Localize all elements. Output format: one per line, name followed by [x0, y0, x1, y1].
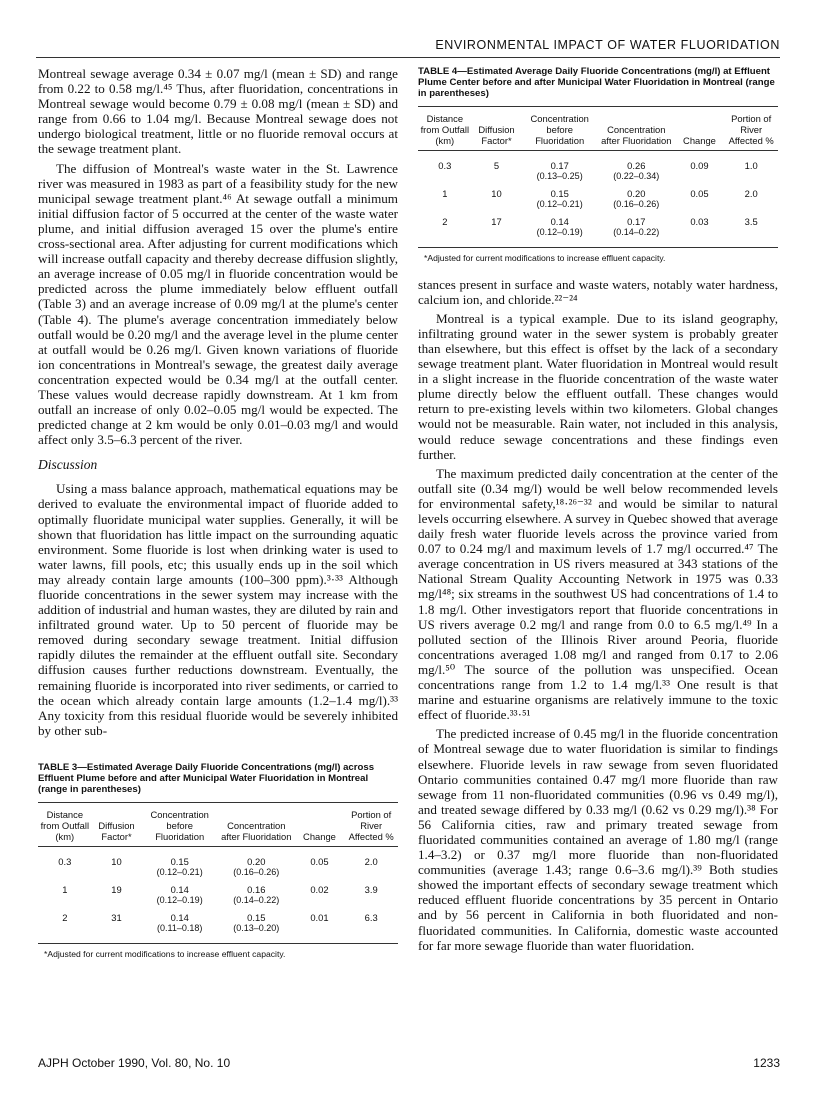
table-cell	[598, 184, 675, 212]
section-heading-discussion: Discussion	[38, 457, 98, 473]
cell-value: 0.15	[170, 855, 189, 867]
table-row	[38, 880, 398, 908]
table-cell: 3.9	[364, 883, 378, 895]
cell-range: (0.12–0.21)	[156, 866, 203, 877]
right-column-text	[418, 277, 778, 953]
cell-range: (0.14–0.22)	[233, 894, 280, 905]
table-cell	[521, 184, 598, 212]
cell-value: 0.20	[247, 855, 266, 867]
right-column	[418, 66, 778, 953]
table-4-grid	[418, 106, 778, 248]
table-cell: 2.0	[744, 187, 758, 199]
table-cell: 0.01	[295, 908, 345, 944]
cell-value: 0.15	[550, 187, 569, 199]
table-cell	[218, 880, 295, 908]
table-row	[38, 908, 398, 944]
cell-range: (0.13–0.20)	[233, 922, 280, 933]
table-row	[418, 184, 778, 212]
cell-range: (0.14–0.22)	[613, 226, 660, 237]
table-cell: 2	[38, 908, 92, 944]
table-cell: 1	[442, 187, 448, 199]
table-header: Concentration after Fluoridation	[598, 106, 675, 150]
table-cell: 3.5	[724, 212, 778, 248]
header-rule	[36, 57, 780, 58]
cell-range: (0.16–0.26)	[613, 198, 660, 209]
table-header: Concentration after Fluoridation	[218, 802, 295, 846]
table-cell	[141, 880, 218, 908]
table-3-grid	[38, 802, 398, 944]
table-cell: 0.02	[310, 883, 329, 895]
table-cell: 5	[493, 159, 500, 171]
table-header: Distance from Outfall (km)	[418, 106, 472, 150]
table-cell: 1	[62, 883, 68, 895]
table-header: Change	[675, 106, 725, 150]
paragraph: The diffusion of Montreal's waste water in the St. Lawrence river was measured in 1983 as part of a feasibility study for the new municipal sewage treatment plant.⁴⁶ At sewage outfall a minimum initial diffusion factor of 5 occurred at the center of the waste water plume, and initial diffusion averaged 15 over the plume's entire cross-sectional area. After adjusting for current modifications which will increase outfall capacity and thereby decrease diffusion slightly, an average increase of 0.05 mg/l in fluoride concentration would be predicted across the plume immediately below effluent outfall (Table 3) and an average increase of 0.09 mg/l at the plume's center (Table 4). The plume's average concentration immediately below outfall would be 0.20 mg/l and the average level in the plume center at outfall would be 0.26 mg/l. Given known variations of fluoride ion concentrations in Montreal's sewage, the greatest daily average concentration expected would be 0.34 mg/l at the outfall center. These values would decrease rapidly downstream. At 1 km from outfall an increase of only 0.02–0.05 mg/l would be expected. The predicted change at 2 km would be only 0.01–0.03 mg/l and would affect only 3.5–6.3 percent of the river.	[38, 160, 398, 448]
table-row	[38, 846, 398, 880]
table-cell: 0.09	[690, 159, 709, 171]
journal-citation: AJPH October 1990, Vol. 80, No. 10	[38, 1056, 231, 1070]
table-4-label: TABLE 4—	[418, 66, 467, 77]
paragraph: Montreal sewage average 0.34 ± 0.07 mg/l (mean ± SD) and range from 0.22 to 0.58 mg/l.⁴⁵ Thus, after fluoridation, concentrations in Montreal sewage would become 0.79 ± 0.08 mg/l (mean ± SD) and range from 0.66 to 1.04 mg/l. Because Montreal sewage does not undergo biological treatment, little or no fluoride removal occurs at the sewage treatment plant.	[38, 66, 398, 157]
table-cell: 2	[418, 212, 472, 248]
cell-value: 0.14	[170, 911, 189, 923]
table-header: Diffusion Factor*	[92, 802, 142, 846]
table-3-caption	[38, 762, 398, 796]
page-number: 1233	[753, 1056, 780, 1070]
table-cell: 1.0	[744, 159, 758, 171]
cell-range: (0.12–0.21)	[536, 198, 583, 209]
paragraph: The predicted increase of 0.45 mg/l in the fluoride concentration of Montreal sewage due to water fluoridation is similar to findings elsewhere. Fluoride levels in raw sewage from seven fluoridated Ontario communities contained 0.47 mg/l more fluoride than raw sewage from 11 non-fluoridated communities (0.96 vs 0.49 mg/l), and treated sewage differed by 0.33 mg/l (0.62 vs 0.29 mg/l).³⁸ For 56 California cities, raw and primary treated sewage from fluoridated communities contained an average of 1.80 mg/l (range 1.4–3.2) or 0.37 mg/l more fluoride than non-fluoridated communities (average 1.43; range 0.6–3.6 mg/l).³⁹ Both studies showed the important effects of secondary sewage treatment which reduced effluent fluoride concentrations by 35 percent in Ontario and by 56 percent in California in both fluoridated and non-fluoridated communities. In California, domestic waste accounted for far more sewage fluoride than water fluoridation.	[418, 726, 778, 953]
table-cell: 0.05	[310, 855, 329, 867]
table-cell: 31	[92, 908, 142, 944]
cell-range: (0.16–0.26)	[233, 866, 280, 877]
cell-range: (0.12–0.19)	[156, 894, 203, 905]
table-cell: 2.0	[364, 855, 378, 867]
cell-value: 0.20	[627, 187, 646, 199]
table-cell: 6.3	[344, 908, 398, 944]
running-head: ENVIRONMENTAL IMPACT OF WATER FLUORIDATION	[435, 38, 780, 52]
table-3	[38, 762, 398, 959]
table-4-footnote: *Adjusted for current modifications to increase effluent capacity.	[424, 252, 666, 263]
table-cell: 0.3	[438, 159, 452, 171]
cell-range: (0.13–0.25)	[536, 170, 583, 181]
table-4	[418, 66, 778, 263]
paragraph: stances present in surface and waste waters, notably water hardness, calcium ion, and chloride.²²⁻²⁴	[418, 276, 778, 307]
table-cell	[521, 212, 598, 248]
table-cell: 19	[111, 883, 122, 895]
table-cell: 10	[491, 187, 502, 199]
table-header: Distance from Outfall (km)	[38, 802, 92, 846]
cell-value: 0.16	[247, 883, 266, 895]
cell-value: 0.14	[550, 215, 569, 227]
cell-range: (0.22–0.34)	[613, 170, 660, 181]
table-cell: 10	[111, 855, 122, 867]
paragraph: The maximum predicted daily concentration at the center of the outfall site (0.34 mg/l) would be well below recommended levels for environmental safety,¹⁸·²⁶⁻³² and would be similar to natural levels occurring elsewhere. A survey in Quebec showed that average daily fresh water fluoride levels across the province varied from 0.07 to 0.24 mg/l and maximum levels of 1.7 mg/l occurred.⁴⁷ The average concentration in US rivers measured at 343 stations of the National Stream Quality Accounting Network in 1975 was 0.33 mg/l⁴⁸; six streams in the southwest US had concentrations of 1.4 to 1.8 mg/l. Other investigators report that fluoride concentrations in US rivers average 0.2 mg/l and range from 0.0 to 6.5 mg/l.⁴⁹ In a polluted section of the Illinois River around Peoria, fluoride concentrations averaged 1.08 mg/l and ranged from 0.17 to 2.06 mg/l.⁵⁰ The source of the pollution was unspecified. Ocean concentrations range from 1.2 to 1.4 mg/l.³³ One result is that marine and estuarine organisms are relatively immune to the toxic effect of fluoride.³³·⁵¹	[418, 465, 778, 723]
paragraph: Using a mass balance approach, mathematical equations may be derived to evaluate the environmental impact of fluoride added to optimally fluoridate municipal water supplies. Generally, it will be shown that fluoridation has little impact on the surrounding aquatic environment. Some fluoride is lost when drinking water is used to water lawns, fill pools, etc; this usually ends up in the soil which may already contain large amounts (100–300 ppm).³·³³ Although fluoride concentrations in the sewer system may increase with the addition of industrial and human wastes, they are diluted by rain and infiltrated ground water. Up to 50 percent of fluoride may be removed during secondary sewage treatment. Initial diffusion rapidly dilutes the remainder at the effluent outfall site. Secondary diffusion causes further reductions downstream. Eventually, the remaining fluoride is incorporated into river sediments, or carried to the ocean which already contain large amounts (1.2–1.4 mg/l).³³ Any toxicity from this residual fluoride would be severely inhibited by other sub-	[38, 481, 398, 738]
table-4-caption	[418, 66, 778, 100]
table-4-caption-text: Estimated Average Daily Fluoride Concentrations (mg/l) at Effluent Plume Center before and after Municipal Water Fluoridation in Montreal (range in parentheses)	[418, 66, 775, 100]
left-column	[38, 66, 398, 959]
table-header: Diffusion Factor*	[472, 106, 522, 150]
table-cell: 0.03	[675, 212, 725, 248]
table-header: Portion of River Affected %	[724, 106, 778, 150]
table-header: Concentration before Fluoridation	[141, 802, 218, 846]
table-cell	[218, 846, 295, 880]
table-header: Concentration before Fluoridation	[521, 106, 598, 150]
table-cell	[141, 908, 218, 944]
table-cell: 0.3	[58, 855, 72, 867]
table-row	[418, 150, 778, 184]
table-cell	[218, 908, 295, 944]
table-cell	[598, 212, 675, 248]
cell-value: 0.15	[247, 911, 266, 923]
table-3-footnote: *Adjusted for current modifications to increase effluent capacity.	[44, 948, 286, 959]
table-cell	[598, 150, 675, 184]
table-cell: 17	[472, 212, 522, 248]
table-cell: 0.05	[690, 187, 709, 199]
cell-value: 0.17	[550, 159, 569, 171]
paragraph: Montreal is a typical example. Due to its island geography, infiltrating ground water in the sewer system is probably greater than elsewhere, but this effect is offset by the lack of a secondary sewage treatment plant. Water fluoridation in Montreal would result in a slight increase in the fluoride concentration of the waste water plume directly below the effluent outfall. These changes would return to pre-existing levels within two kilometers. Global changes would not be measurable. Rain water, not included in this analysis, would reduce sewage concentrations and these findings even further.	[418, 310, 778, 462]
table-3-label: TABLE 3—	[38, 761, 87, 773]
cell-range: (0.11–0.18)	[157, 922, 203, 933]
table-3-caption-text: Estimated Average Daily Fluoride Concentrations (mg/l) across Effluent Plume before and after Municipal Water Fluoridation in Montreal (range in parentheses)	[38, 761, 375, 796]
cell-value: 0.14	[170, 883, 189, 895]
table-header: Portion of River Affected %	[344, 802, 398, 846]
cell-value: 0.17	[627, 215, 646, 227]
table-cell	[521, 150, 598, 184]
cell-value: 0.26	[627, 159, 646, 171]
table-header: Change	[295, 802, 345, 846]
cell-range: (0.12–0.19)	[536, 226, 583, 237]
table-row	[418, 212, 778, 248]
table-cell	[141, 846, 218, 880]
